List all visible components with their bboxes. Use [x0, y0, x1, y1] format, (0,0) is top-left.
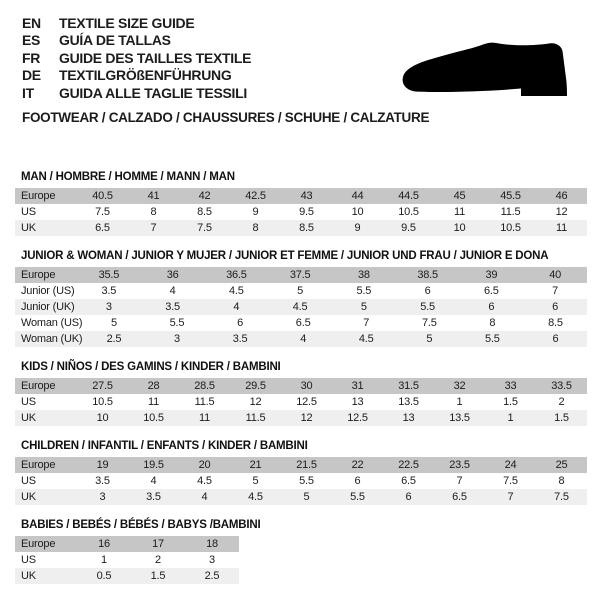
size-cell: 7.5 — [421, 317, 437, 329]
language-code: ES — [22, 32, 41, 49]
row-label: Junior (UK) — [21, 301, 75, 313]
language-code: DE — [22, 67, 41, 84]
size-row — [15, 473, 587, 489]
size-cell: 4 — [150, 475, 157, 487]
size-cell: 45 — [453, 190, 466, 202]
size-cell: 5.5 — [299, 475, 314, 487]
language-row — [22, 85, 251, 102]
size-row — [15, 299, 587, 315]
size-cell: 27.5 — [92, 380, 113, 392]
row-label: UK — [21, 222, 36, 234]
size-cell: 2.5 — [106, 333, 122, 345]
size-cell: 3.5 — [232, 333, 248, 345]
row-label: Woman (UK) — [21, 333, 83, 345]
row-label: US — [21, 396, 36, 408]
size-cell: 10.5 — [92, 396, 113, 408]
size-cell: 6 — [488, 301, 495, 313]
size-cell: 8 — [150, 206, 157, 218]
size-cell: 6.5 — [95, 222, 110, 234]
size-cell: 13.5 — [449, 412, 470, 424]
size-row — [15, 457, 587, 473]
row-label: UK — [21, 412, 36, 424]
section-man — [15, 170, 587, 236]
size-cell: 6 — [405, 491, 412, 503]
category-title: FOOTWEAR / CALZADO / CHAUSSURES / SCHUHE / CALZATURE — [22, 110, 430, 125]
size-row — [15, 536, 239, 552]
size-cell: 4.5 — [248, 491, 263, 503]
row-label: Europe — [21, 190, 56, 202]
size-cell: 1 — [101, 554, 107, 566]
size-cell: 4.5 — [292, 301, 308, 313]
size-cell: 7 — [363, 317, 370, 329]
size-table-junior-woman — [15, 267, 587, 347]
size-cell: 9.5 — [299, 206, 314, 218]
size-cell: 1 — [507, 412, 514, 424]
language-code: IT — [22, 84, 34, 101]
size-row — [15, 378, 587, 394]
size-cell: 11 — [453, 206, 466, 218]
size-cell: 19.5 — [143, 459, 164, 471]
size-cell: 4.5 — [358, 333, 374, 345]
size-cell: 22.5 — [398, 459, 419, 471]
size-cell: 6 — [552, 301, 559, 313]
size-row — [15, 267, 587, 283]
size-cell: 6.5 — [484, 285, 499, 297]
size-cell: 10 — [96, 412, 109, 424]
size-row — [15, 283, 587, 299]
size-cell: 12.5 — [347, 412, 368, 424]
size-cell: 5 — [252, 475, 259, 487]
size-cell: 24 — [504, 459, 517, 471]
size-cell: 10 — [453, 222, 466, 234]
size-cell: 39 — [485, 269, 498, 281]
size-cell: 37.5 — [289, 269, 311, 281]
size-row — [15, 220, 587, 236]
size-cell: 11.5 — [500, 206, 521, 218]
size-cell: 8.5 — [299, 222, 314, 234]
section-kids — [15, 360, 587, 426]
size-cell: 17 — [152, 538, 164, 550]
size-cell: 6 — [552, 333, 559, 345]
size-cell: 7 — [150, 222, 157, 234]
size-cell: 10.5 — [500, 222, 521, 234]
row-label: Europe — [21, 380, 56, 392]
size-cell: 0.5 — [96, 570, 112, 582]
size-row — [15, 394, 587, 410]
size-cell: 3 — [99, 491, 106, 503]
size-cell: 41 — [147, 190, 160, 202]
size-tables — [15, 170, 587, 597]
size-cell: 20 — [198, 459, 211, 471]
size-cell: 46 — [555, 190, 568, 202]
section-junior-woman — [15, 249, 587, 347]
size-cell: 32 — [453, 380, 466, 392]
row-label: US — [21, 206, 36, 218]
size-cell: 8.5 — [197, 206, 212, 218]
size-cell: 2.5 — [204, 570, 220, 582]
size-cell: 13 — [402, 412, 415, 424]
size-cell: 5.5 — [485, 333, 500, 345]
section-title: JUNIOR & WOMAN / JUNIOR Y MUJER / JUNIOR ET FEMME / JUNIOR UND FRAU / JUNIOR E DONA — [21, 250, 549, 262]
size-cell: 4 — [169, 285, 176, 297]
size-cell: 13.5 — [398, 396, 419, 408]
size-cell: 8 — [558, 475, 565, 487]
row-label: Junior (US) — [21, 285, 75, 297]
size-cell: 30 — [300, 380, 313, 392]
size-cell: 5 — [303, 491, 310, 503]
size-cell: 8 — [489, 317, 496, 329]
size-cell: 4.5 — [197, 475, 212, 487]
size-cell: 11.5 — [194, 396, 215, 408]
size-table-man — [15, 188, 587, 236]
size-cell: 36.5 — [226, 269, 247, 281]
row-label: Europe — [21, 459, 56, 471]
size-cell: 3.5 — [101, 285, 117, 297]
size-cell: 5.5 — [350, 491, 365, 503]
row-label: US — [21, 475, 36, 487]
size-cell: 12 — [555, 206, 568, 218]
size-cell: 5.5 — [356, 285, 372, 297]
language-row — [22, 15, 251, 32]
size-cell: 11 — [555, 222, 568, 234]
size-cell: 4 — [233, 301, 240, 313]
size-table-children — [15, 457, 587, 505]
size-cell: 7.5 — [95, 206, 110, 218]
language-label: TEXTILGRÖßENFÜHRUNG — [59, 67, 232, 84]
size-cell: 5.5 — [169, 317, 185, 329]
size-row — [15, 188, 587, 204]
size-cell: 35.5 — [98, 269, 120, 281]
size-cell: 10.5 — [143, 412, 164, 424]
size-cell: 4 — [300, 333, 307, 345]
section-children — [15, 439, 587, 505]
section-babies — [15, 518, 587, 584]
size-cell: 45.5 — [500, 190, 521, 202]
size-cell: 8.5 — [548, 317, 563, 329]
size-cell: 44 — [351, 190, 364, 202]
section-title: BABIES / BEBÉS / BÉBÉS / BABYS /BAMBINI — [21, 519, 261, 531]
size-cell: 7 — [552, 285, 559, 297]
size-row — [15, 568, 239, 584]
size-cell: 6 — [424, 285, 431, 297]
size-cell: 3.5 — [165, 301, 180, 313]
row-label: Europe — [21, 269, 56, 281]
size-cell: 6 — [354, 475, 361, 487]
row-label: UK — [21, 570, 36, 582]
language-row — [22, 32, 251, 49]
dress-shoe-icon — [395, 22, 575, 102]
size-row — [15, 315, 587, 331]
language-legend — [22, 15, 251, 102]
size-table-kids — [15, 378, 587, 426]
language-code: FR — [22, 49, 41, 66]
size-cell: 12 — [249, 396, 262, 408]
size-cell: 5 — [110, 317, 117, 329]
section-title: CHILDREN / INFANTIL / ENFANTS / KINDER / BAMBINI — [21, 440, 308, 452]
size-cell: 5 — [426, 333, 433, 345]
size-cell: 38 — [357, 269, 370, 281]
size-cell: 18 — [206, 538, 218, 550]
size-cell: 1.5 — [503, 396, 518, 408]
size-cell: 28 — [147, 380, 160, 392]
size-cell: 11 — [147, 396, 160, 408]
size-cell: 23.5 — [449, 459, 470, 471]
size-cell: 44.5 — [398, 190, 419, 202]
size-cell: 10 — [351, 206, 364, 218]
row-label: Europe — [21, 538, 56, 550]
size-cell: 6.5 — [295, 317, 311, 329]
size-cell: 9 — [252, 206, 259, 218]
section-title: MAN / HOMBRE / HOMME / MANN / MAN — [21, 171, 235, 183]
size-cell: 19 — [96, 459, 109, 471]
size-cell: 25 — [555, 459, 568, 471]
size-cell: 4 — [201, 491, 208, 503]
language-row — [22, 50, 251, 67]
size-cell: 33 — [504, 380, 517, 392]
size-cell: 8 — [252, 222, 259, 234]
language-row — [22, 67, 251, 84]
size-cell: 1 — [456, 396, 463, 408]
size-cell: 28.5 — [194, 380, 215, 392]
size-cell: 5.5 — [420, 301, 435, 313]
size-cell: 7 — [507, 491, 514, 503]
size-cell: 9 — [354, 222, 361, 234]
language-code: EN — [22, 15, 41, 31]
size-cell: 6.5 — [401, 475, 416, 487]
row-label: UK — [21, 491, 36, 503]
size-row — [15, 552, 239, 568]
size-cell: 42 — [198, 190, 211, 202]
section-title: KIDS / NIÑOS / DES GAMINS / KINDER / BAMBINI — [21, 361, 281, 373]
size-cell: 43 — [300, 190, 313, 202]
size-cell: 7.5 — [197, 222, 212, 234]
size-cell: 1.5 — [150, 570, 166, 582]
size-cell: 3 — [105, 301, 112, 313]
size-cell: 11 — [198, 412, 211, 424]
row-label: US — [21, 554, 36, 566]
language-label: GUIDE DES TAILLES TEXTILE — [59, 49, 252, 66]
size-cell: 7.5 — [503, 475, 518, 487]
size-cell: 6.5 — [452, 491, 467, 503]
size-cell: 42.5 — [245, 190, 266, 202]
size-cell: 2 — [558, 396, 565, 408]
language-label: GUIDA ALLE TAGLIE TESSILI — [59, 84, 247, 101]
size-cell: 31.5 — [398, 380, 419, 392]
size-cell: 16 — [98, 538, 110, 550]
size-cell: 1.5 — [554, 412, 569, 424]
size-cell: 21 — [249, 459, 262, 471]
size-cell: 22 — [351, 459, 364, 471]
size-cell: 4.5 — [229, 285, 244, 297]
size-cell: 40.5 — [92, 190, 113, 202]
size-row — [15, 410, 587, 426]
language-label: GUÍA DE TALLAS — [59, 32, 171, 49]
size-cell: 7.5 — [554, 491, 569, 503]
size-cell: 12.5 — [296, 396, 317, 408]
size-cell: 10.5 — [398, 206, 419, 218]
size-cell: 33.5 — [551, 380, 572, 392]
size-cell: 29.5 — [245, 380, 266, 392]
size-cell: 7 — [456, 475, 463, 487]
row-label: Woman (US) — [21, 317, 83, 329]
size-cell: 3.5 — [95, 475, 110, 487]
size-cell: 6 — [237, 317, 244, 329]
size-cell: 38.5 — [417, 269, 438, 281]
size-cell: 3.5 — [146, 491, 161, 503]
size-cell: 13 — [351, 396, 364, 408]
size-cell: 5 — [360, 301, 367, 313]
size-cell: 21.5 — [296, 459, 317, 471]
size-cell: 5 — [297, 285, 304, 297]
size-cell: 2 — [155, 554, 161, 566]
size-table-babies — [15, 536, 239, 584]
size-cell: 36 — [166, 269, 179, 281]
language-label: TEXTILE SIZE GUIDE — [59, 15, 195, 31]
size-cell: 11.5 — [245, 412, 266, 424]
size-row — [15, 204, 587, 220]
size-row — [15, 489, 587, 505]
size-cell: 3 — [209, 554, 215, 566]
size-cell: 31 — [351, 380, 364, 392]
size-cell: 9.5 — [401, 222, 416, 234]
size-cell: 3 — [174, 333, 180, 345]
size-cell: 12 — [300, 412, 313, 424]
size-cell: 40 — [549, 269, 562, 281]
size-row — [15, 331, 587, 347]
